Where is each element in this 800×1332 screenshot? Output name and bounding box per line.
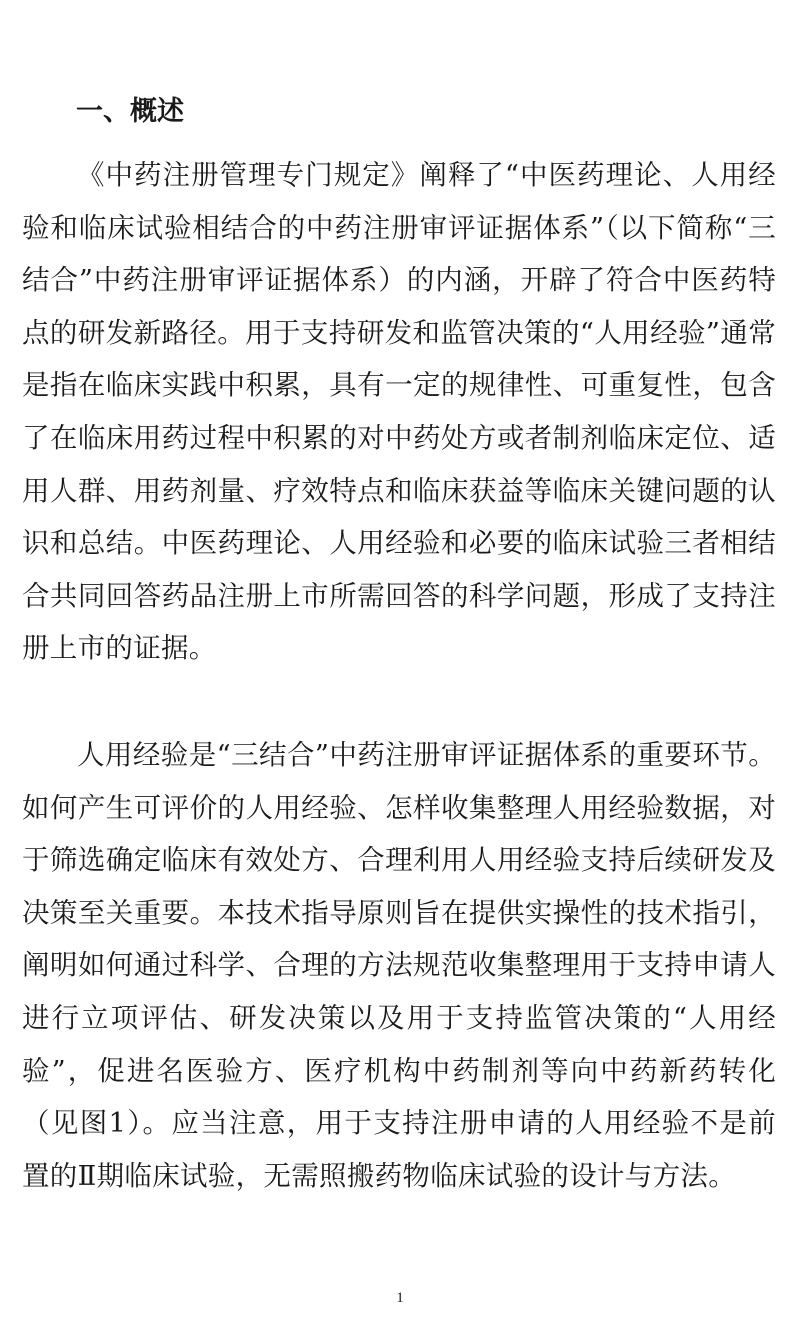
paragraph-overview: 《中药注册管理专门规定》阐释了“中医药理论、人用经验和临床试验相结合的中药注册审评证据体系”（以下简称“三结合”中药注册审评证据体系）的内涵，开辟了符合中医药特点的研发新路径。用于支持研发和监管决策的“人用经验”通常是指在临床实践中积累，具有一定的规律性、可重复性，包含了在临床用药过程中积累的对中药处方或者制剂临床定位、适用人群、用药剂量、疗效特点和临床获益等临床关键问题的认识和总结。中医药理论、人用经验和必要的临床试验三者相结合共同回答药品注册上市所需回答的科学问题，形成了支持注册上市的证据。 (22, 159, 776, 665)
page-number: 1 (396, 1290, 404, 1306)
section-heading: 一、概述 (76, 96, 184, 127)
paragraph-human-experience: 人用经验是“三结合”中药注册审评证据体系的重要环节。如何产生可评价的人用经验、怎样收集整理人用经验数据，对于筛选确定临床有效处方、合理利用人用经验支持后续研发及决策至关重要。本技术指导原则旨在提供实操性的技术指引，阐明如何通过科学、合理的方法规范收集整理用于支持申请人进行立项评估、研发决策以及用于支持监管决策的“人用经验”，促进名医验方、医疗机构中药制剂等向中药新药转化（见图1）。应当注意，用于支持注册申请的人用经验不是前置的Ⅱ期临床试验，无需照搬药物临床试验的设计与方法。 (22, 739, 776, 1192)
